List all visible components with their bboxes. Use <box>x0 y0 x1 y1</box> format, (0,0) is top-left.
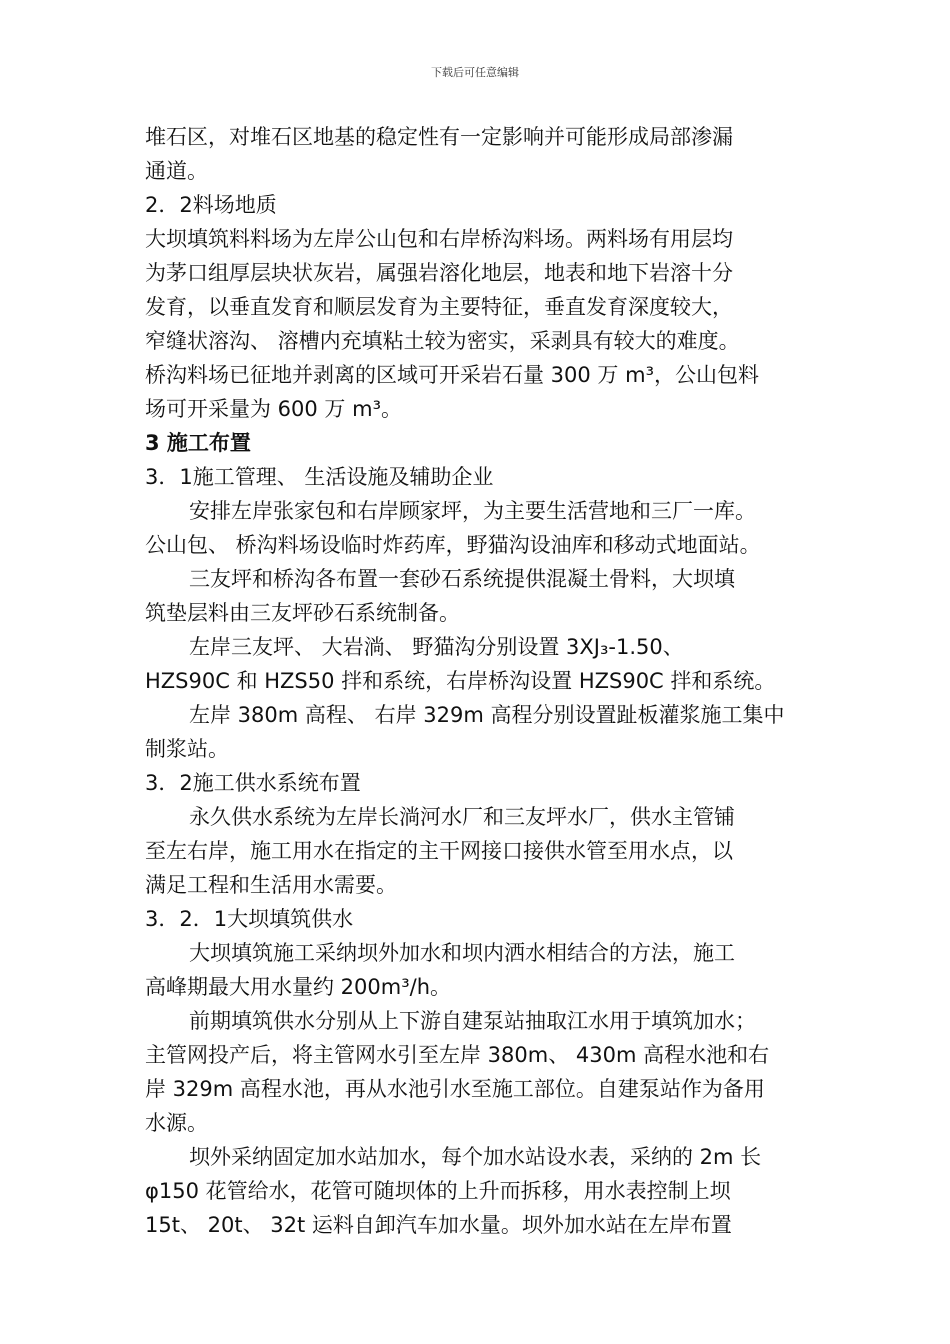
paragraph-first-line: 左岸三友坪、 大岩淌、 野猫沟分别设置 3XJ₃-1.50、 <box>189 635 684 659</box>
section-heading: 3．1施工管理、 生活设施及辅助企业 <box>145 465 494 489</box>
paragraph-first-line: 左岸 380m 高程、 右岸 329m 高程分别设置趾板灌浆施工集中 <box>189 703 785 727</box>
paragraph-line: 岸 329m 高程水池，再从水池引水至施工部位。自建泵站作为备用 <box>145 1077 765 1101</box>
paragraph-line: 主管网投产后，将主管网水引至左岸 380m、 430m 高程水池和右 <box>145 1043 770 1067</box>
paragraph-line: 桥沟料场已征地并剥离的区域可开采岩石量 300 万 m³，公山包料 <box>145 363 759 387</box>
chapter-heading: 3 施工布置 <box>145 431 251 455</box>
paragraph-line: 堆石区，对堆石区地基的稳定性有一定影响并可能形成局部渗漏 <box>145 125 733 149</box>
paragraph-first-line: 永久供水系统为左岸长淌河水厂和三友坪水厂，供水主管铺 <box>189 805 735 829</box>
paragraph-line: HZS90C 和 HZS50 拌和系统，右岸桥沟设置 HZS90C 拌和系统。 <box>145 669 776 693</box>
paragraph-line: 15t、 20t、 32t 运料自卸汽车加水量。坝外加水站在左岸布置 <box>145 1213 732 1237</box>
paragraph-line: 发育，以垂直发育和顺层发育为主要特征，垂直发育深度较大， <box>145 295 733 319</box>
section-heading: 3．2施工供水系统布置 <box>145 771 361 795</box>
paragraph-line: 水源。 <box>145 1111 208 1135</box>
paragraph-line: 窄缝状溶沟、 溶槽内充填粘土较为密实，采剥具有较大的难度。 <box>145 329 740 353</box>
section-heading: 3．2．1大坝填筑供水 <box>145 907 354 931</box>
paragraph-line: 大坝填筑料料场为左岸公山包和右岸桥沟料场。两料场有用层均 <box>145 227 733 251</box>
paragraph-first-line: 安排左岸张家包和右岸顾家坪，为主要生活营地和三厂一库。 <box>189 499 756 523</box>
page-header: 下载后可任意编辑 <box>431 66 519 79</box>
paragraph-line: 公山包、 桥沟料场设临时炸药库，野猫沟设油库和移动式地面站。 <box>145 533 761 557</box>
paragraph-line: 通道。 <box>145 159 208 183</box>
paragraph-line: 至左右岸，施工用水在指定的主干网接口接供水管至用水点，以 <box>145 839 733 863</box>
paragraph-first-line: 坝外采纳固定加水站加水，每个加水站设水表，采纳的 2m 长 <box>189 1145 762 1169</box>
paragraph-line: φ150 花管给水，花管可随坝体的上升而拆移，用水表控制上坝 <box>145 1179 731 1203</box>
paragraph-line: 筑垫层料由三友坪砂石系统制备。 <box>145 601 460 625</box>
paragraph-line: 场可开采量为 600 万 m³。 <box>145 397 402 421</box>
document-body <box>145 120 815 1242</box>
paragraph-first-line: 前期填筑供水分别从上下游自建泵站抽取江水用于填筑加水； <box>189 1009 756 1033</box>
paragraph-line: 满足工程和生活用水需要。 <box>145 873 397 897</box>
paragraph-first-line: 三友坪和桥沟各布置一套砂石系统提供混凝土骨料，大坝填 <box>189 567 735 591</box>
section-heading: 2．2料场地质 <box>145 193 277 217</box>
paragraph-first-line: 大坝填筑施工采纳坝外加水和坝内洒水相结合的方法，施工 <box>189 941 735 965</box>
paragraph-line: 为茅口组厚层块状灰岩，属强岩溶化地层，地表和地下岩溶十分 <box>145 261 733 285</box>
paragraph-line: 高峰期最大用水量约 200m³/h。 <box>145 975 452 999</box>
paragraph-line: 制浆站。 <box>145 737 229 761</box>
